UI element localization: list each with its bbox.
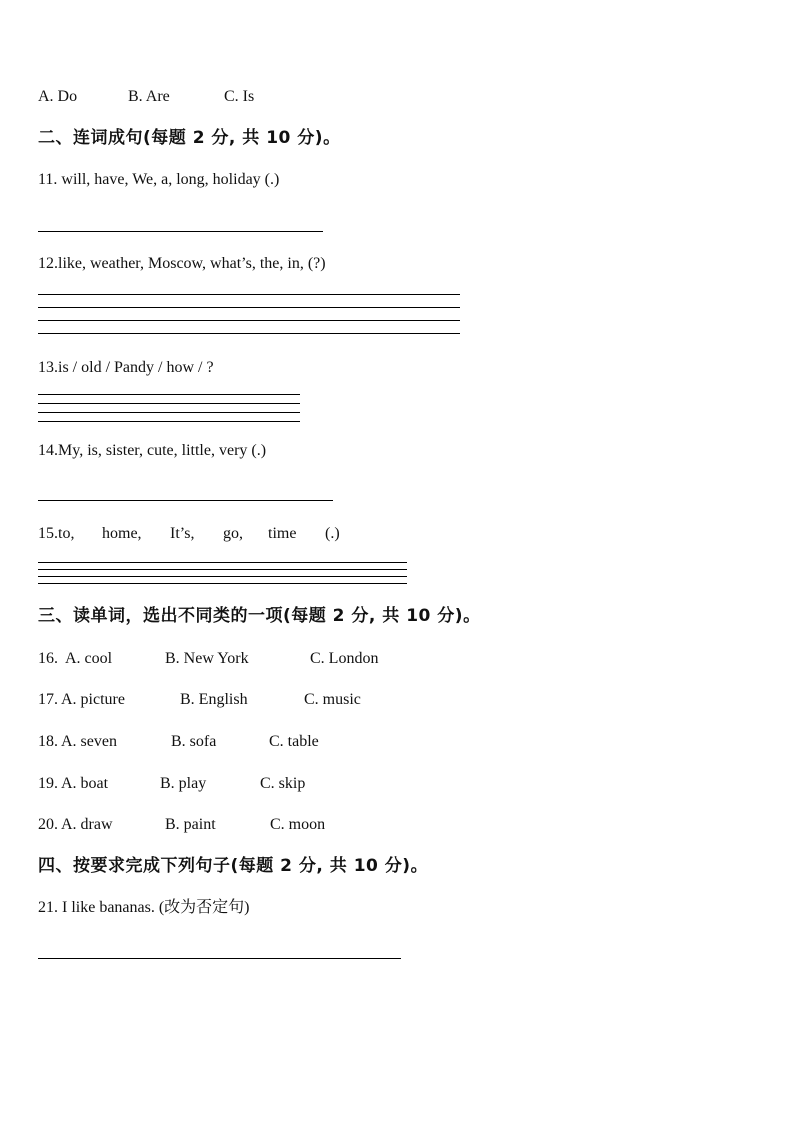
q18-option-b: B. sofa bbox=[171, 733, 217, 750]
q15-word-1: 15.to, bbox=[38, 525, 75, 542]
q15-word-4: go, bbox=[223, 525, 243, 542]
q15-word-6: (.) bbox=[325, 525, 340, 542]
q17-option-a: A. picture bbox=[61, 691, 125, 708]
q13-answer-line-3[interactable] bbox=[38, 412, 300, 413]
q20-option-a: A. draw bbox=[61, 816, 113, 833]
q12-answer-line-4[interactable] bbox=[38, 333, 460, 334]
q12-answer-line-1[interactable] bbox=[38, 294, 460, 295]
q13-answer-line-2[interactable] bbox=[38, 403, 300, 404]
q14-answer-line[interactable] bbox=[38, 500, 333, 501]
q18-option-c: C. table bbox=[269, 733, 319, 750]
q13-answer-line-1[interactable] bbox=[38, 394, 300, 395]
q19-option-b: B. play bbox=[160, 775, 207, 792]
q16-option-b: B. New York bbox=[165, 650, 249, 667]
q18-number: 18. bbox=[38, 733, 58, 750]
q15-answer-line-4[interactable] bbox=[38, 583, 407, 584]
q21-prompt: 21. I like bananas. (改为否定句) bbox=[38, 899, 250, 916]
q15-word-2: home, bbox=[102, 525, 142, 542]
q17-number: 17. bbox=[38, 691, 58, 708]
q15-word-3: It’s, bbox=[170, 525, 195, 542]
q15-answer-line-1[interactable] bbox=[38, 562, 407, 563]
q10-option-c: C. Is bbox=[224, 88, 255, 105]
q18-option-a: A. seven bbox=[61, 733, 117, 750]
q12-answer-line-2[interactable] bbox=[38, 307, 460, 308]
q19-number: 19. bbox=[38, 775, 58, 792]
q20-option-b: B. paint bbox=[165, 816, 216, 833]
q10-option-a: A. Do bbox=[38, 88, 78, 105]
q21-answer-line[interactable] bbox=[38, 958, 401, 959]
q19-option-a: A. boat bbox=[61, 775, 109, 792]
q14-prompt: 14.My, is, sister, cute, little, very (.) bbox=[38, 442, 267, 459]
q16-number: 16. bbox=[38, 650, 58, 667]
q20-option-c: C. moon bbox=[270, 816, 326, 833]
q10-option-b: B. Are bbox=[128, 88, 170, 105]
q19-option-c: C. skip bbox=[260, 775, 306, 792]
q12-answer-line-3[interactable] bbox=[38, 320, 460, 321]
q11-answer-line[interactable] bbox=[38, 231, 323, 232]
q20-number: 20. bbox=[38, 816, 58, 833]
q12-prompt: 12.like, weather, Moscow, what’s, the, in, (?) bbox=[38, 255, 326, 272]
q15-word-5: time bbox=[268, 525, 297, 542]
section-4-title: 四、按要求完成下列句子(每题 2 分, 共 10 分)。 bbox=[38, 856, 429, 876]
q17-option-c: C. music bbox=[304, 691, 361, 708]
q17-option-b: B. English bbox=[180, 691, 248, 708]
q15-answer-line-3[interactable] bbox=[38, 576, 407, 577]
section-2-title: 二、连词成句(每题 2 分, 共 10 分)。 bbox=[38, 128, 341, 148]
q16-option-c: C. London bbox=[310, 650, 379, 667]
q15-answer-line-2[interactable] bbox=[38, 569, 407, 570]
section-3-title: 三、读单词，选出不同类的一项(每题 2 分, 共 10 分)。 bbox=[38, 606, 481, 626]
q13-answer-line-4[interactable] bbox=[38, 421, 300, 422]
q11-prompt: 11. will, have, We, a, long, holiday (.) bbox=[38, 171, 280, 188]
q16-option-a: A. cool bbox=[65, 650, 113, 667]
q13-prompt: 13.is / old / Pandy / how / ? bbox=[38, 359, 214, 376]
